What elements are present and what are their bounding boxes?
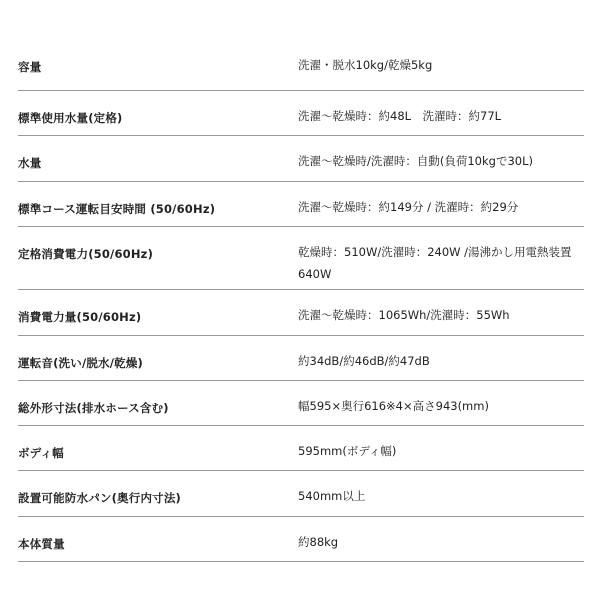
spec-value: 洗濯〜乾燥時/洗濯時：自動(負荷10kgで30L): [298, 154, 533, 168]
spec-label: 容量: [18, 60, 42, 74]
spec-row-water-amount: [18, 136, 584, 182]
spec-table: [18, 40, 584, 562]
spec-value: 洗濯〜乾燥時：1065Wh/洗濯時：55Wh: [298, 308, 510, 322]
spec-value: 洗濯〜乾燥時：約149分 / 洗濯時：約29分: [298, 200, 519, 214]
spec-value: 595mm(ボディ幅): [298, 444, 397, 458]
spec-row-rated-power: [18, 227, 584, 290]
spec-row-body-width: [18, 426, 584, 471]
spec-label: 水量: [18, 156, 42, 170]
spec-row-waterproof-pan: [18, 471, 584, 517]
spec-value: 洗濯・脱水10kg/乾燥5kg: [298, 58, 433, 72]
spec-label: 本体質量: [18, 537, 65, 551]
spec-row-power-consumption: [18, 290, 584, 336]
spec-label: 定格消費電力(50/60Hz): [18, 247, 154, 261]
spec-label: 総外形寸法(排水ホース含む): [18, 401, 169, 415]
spec-label: ボディ幅: [18, 446, 64, 460]
spec-label: 消費電力量(50/60Hz): [18, 310, 142, 324]
spec-row-weight: [18, 517, 584, 562]
spec-value: 幅595×奥行616※4×高さ943(mm): [298, 399, 489, 413]
spec-label: 標準使用水量(定格): [18, 111, 123, 125]
spec-row-capacity: [18, 40, 584, 91]
spec-label: 運転音(洗い/脱水/乾燥): [18, 356, 144, 370]
spec-value: 乾燥時：510W/洗濯時：240W /湯沸かし用電熱装置 640W: [298, 245, 572, 281]
spec-row-water-usage: [18, 91, 584, 136]
spec-value: 約88kg: [298, 535, 339, 549]
spec-row-run-time: [18, 182, 584, 227]
spec-value: 約34dB/約46dB/約47dB: [298, 354, 430, 368]
spec-value: 洗濯〜乾燥時：約48L 洗濯時：約77L: [298, 109, 502, 123]
spec-row-dimensions: [18, 381, 584, 426]
spec-value: 540mm以上: [298, 489, 366, 503]
spec-row-noise: [18, 336, 584, 381]
spec-label: 標準コース運転目安時間 (50/60Hz): [18, 202, 216, 216]
spec-label: 設置可能防水パン(奥行内寸法): [18, 491, 182, 505]
